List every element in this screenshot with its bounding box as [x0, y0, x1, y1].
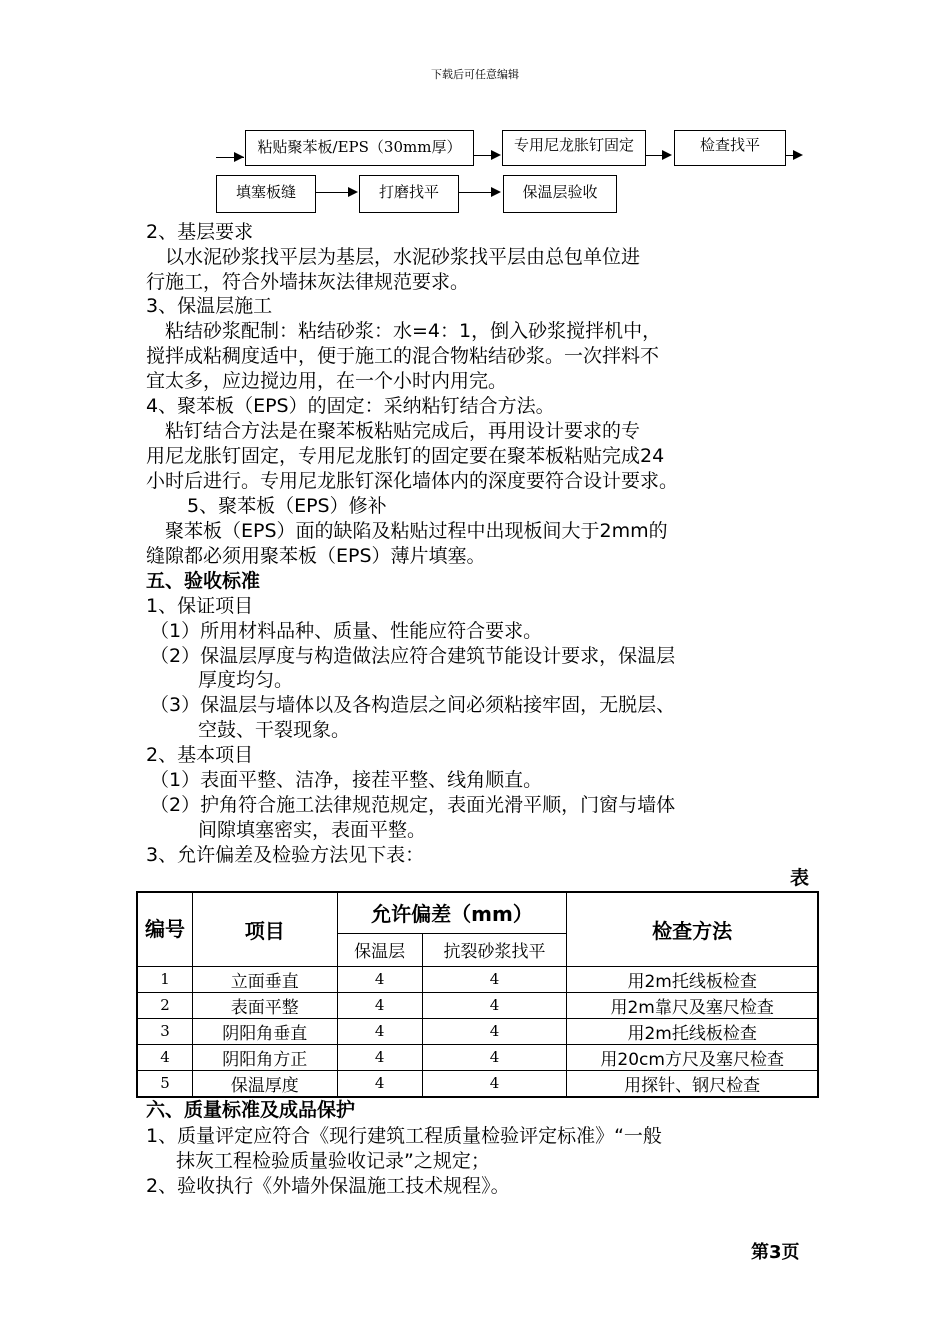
cell-method: 用探针、钢尺检查 [567, 1070, 818, 1097]
cell-item: 阴阳角垂直 [192, 1018, 337, 1044]
table-row [137, 1070, 818, 1097]
cell-no: 1 [137, 966, 192, 992]
list-item: 2、验收执行《外墙外保温施工技术规程》。 [146, 1175, 510, 1197]
chapter-heading: 五、验收标准 [146, 570, 261, 592]
paragraph-line: 以水泥砂浆找平层为基层，水泥砂浆找平层由总包单位进 [146, 246, 641, 268]
cell-method: 用2m靠尺及塞尺检查 [567, 992, 818, 1018]
page-number: 第3页 [751, 1242, 800, 1263]
cell-b: 4 [422, 992, 567, 1018]
tolerance-table [136, 891, 819, 1098]
flow-step: 专用尼龙胀钉固定 [502, 130, 646, 166]
paragraph-line: 用尼龙胀钉固定，专用尼龙胀钉的固定要在聚苯板粘贴完成24 [146, 445, 665, 467]
section-heading: 5、聚苯板（EPS）修补 [168, 495, 387, 517]
cell-item: 保温厚度 [192, 1070, 337, 1097]
cell-b: 4 [422, 966, 567, 992]
paragraph-line: 聚苯板（EPS）面的缺陷及粘贴过程中出现板间大于2mm的 [146, 520, 668, 542]
paragraph-line: 小时后进行。专用尼龙胀钉深化墙体内的深度要符合设计要求。 [146, 470, 679, 492]
cell-b: 4 [422, 1044, 567, 1070]
list-item: （2）保温层厚度与构造做法应符合建筑节能设计要求，保温层 [150, 645, 676, 667]
cell-no: 3 [137, 1018, 192, 1044]
cell-b: 4 [422, 1018, 567, 1044]
flow-step: 检查找平 [674, 130, 786, 166]
cell-b: 4 [422, 1070, 567, 1097]
flow-step: 填塞板缝 [216, 175, 316, 213]
col-header-deviation: 允许偏差（mm） [337, 892, 567, 933]
list-item: （2）护角符合施工法律规范规定，表面光滑平顺，门窗与墙体 [150, 794, 676, 816]
cell-no: 5 [137, 1070, 192, 1097]
cell-a: 4 [337, 992, 422, 1018]
list-item: 1、质量评定应符合《现行建筑工程质量检验评定标准》“一般 [146, 1125, 662, 1147]
paragraph-line: 搅拌成粘稠度适中，便于施工的混合物粘结砂浆。一次拌料不 [146, 345, 660, 367]
flow-step: 保温层验收 [503, 175, 617, 213]
list-item-cont: 空鼓、干裂现象。 [198, 719, 351, 741]
cell-method: 用2m托线板检查 [567, 1018, 818, 1044]
cell-a: 4 [337, 1070, 422, 1097]
cell-item: 表面平整 [192, 992, 337, 1018]
table-caption: 表 [790, 867, 810, 889]
list-item: （1）所用材料品种、质量、性能应符合要求。 [150, 620, 543, 642]
list-item-cont: 抹灰工程检验质量验收记录”之规定； [176, 1150, 490, 1172]
section-heading: 2、基层要求 [146, 221, 254, 243]
section-heading: 4、聚苯板（EPS）的固定：采纳粘钉结合方法。 [146, 395, 555, 417]
col-header-insulation: 保温层 [337, 933, 422, 966]
section-heading: 2、基本项目 [146, 744, 254, 766]
paragraph-line: 粘钉结合方法是在聚苯板粘贴完成后，再用设计要求的专 [146, 420, 641, 442]
cell-item: 立面垂直 [192, 966, 337, 992]
table-row [137, 1044, 818, 1070]
list-item-cont: 厚度均匀。 [198, 669, 294, 691]
list-item-cont: 间隙填塞密实，表面平整。 [198, 819, 427, 841]
paragraph-line: 宜太多，应边搅边用，在一个小时内用完。 [146, 370, 508, 392]
cell-a: 4 [337, 966, 422, 992]
table-row [137, 1018, 818, 1044]
col-header-method: 检查方法 [567, 892, 818, 966]
col-header-no: 编号 [137, 892, 192, 966]
list-item: （3）保温层与墙体以及各构造层之间必须粘接牢固，无脱层、 [150, 694, 676, 716]
cell-item: 阴阳角方正 [192, 1044, 337, 1070]
cell-method: 用20cm方尺及塞尺检查 [567, 1044, 818, 1070]
paragraph-line: 缝隙都必须用聚苯板（EPS）薄片填塞。 [146, 545, 486, 567]
cell-no: 2 [137, 992, 192, 1018]
header-note: 下载后可任意编辑 [431, 68, 519, 81]
list-item: （1）表面平整、洁净，接茬平整、线角顺直。 [150, 769, 543, 791]
cell-method: 用2m托线板检查 [567, 966, 818, 992]
cell-no: 4 [137, 1044, 192, 1070]
flow-step: 打磨找平 [359, 175, 459, 213]
chapter-heading: 六、质量标准及成品保护 [146, 1099, 356, 1121]
paragraph-line: 粘结砂浆配制：粘结砂浆：水=4：1，倒入砂浆搅拌机中， [146, 320, 662, 342]
col-header-item: 项目 [192, 892, 337, 966]
section-heading: 3、保温层施工 [146, 295, 273, 317]
paragraph-line: 行施工，符合外墙抹灰法律规范要求。 [146, 271, 470, 293]
table-row [137, 992, 818, 1018]
table-row [137, 966, 818, 992]
col-header-mortar: 抗裂砂浆找平 [422, 933, 567, 966]
section-heading: 1、保证项目 [146, 595, 254, 617]
cell-a: 4 [337, 1044, 422, 1070]
section-heading: 3、允许偏差及检验方法见下表： [146, 844, 425, 866]
flow-step: 粘贴聚苯板/EPS（30mm厚） [245, 130, 474, 166]
cell-a: 4 [337, 1018, 422, 1044]
